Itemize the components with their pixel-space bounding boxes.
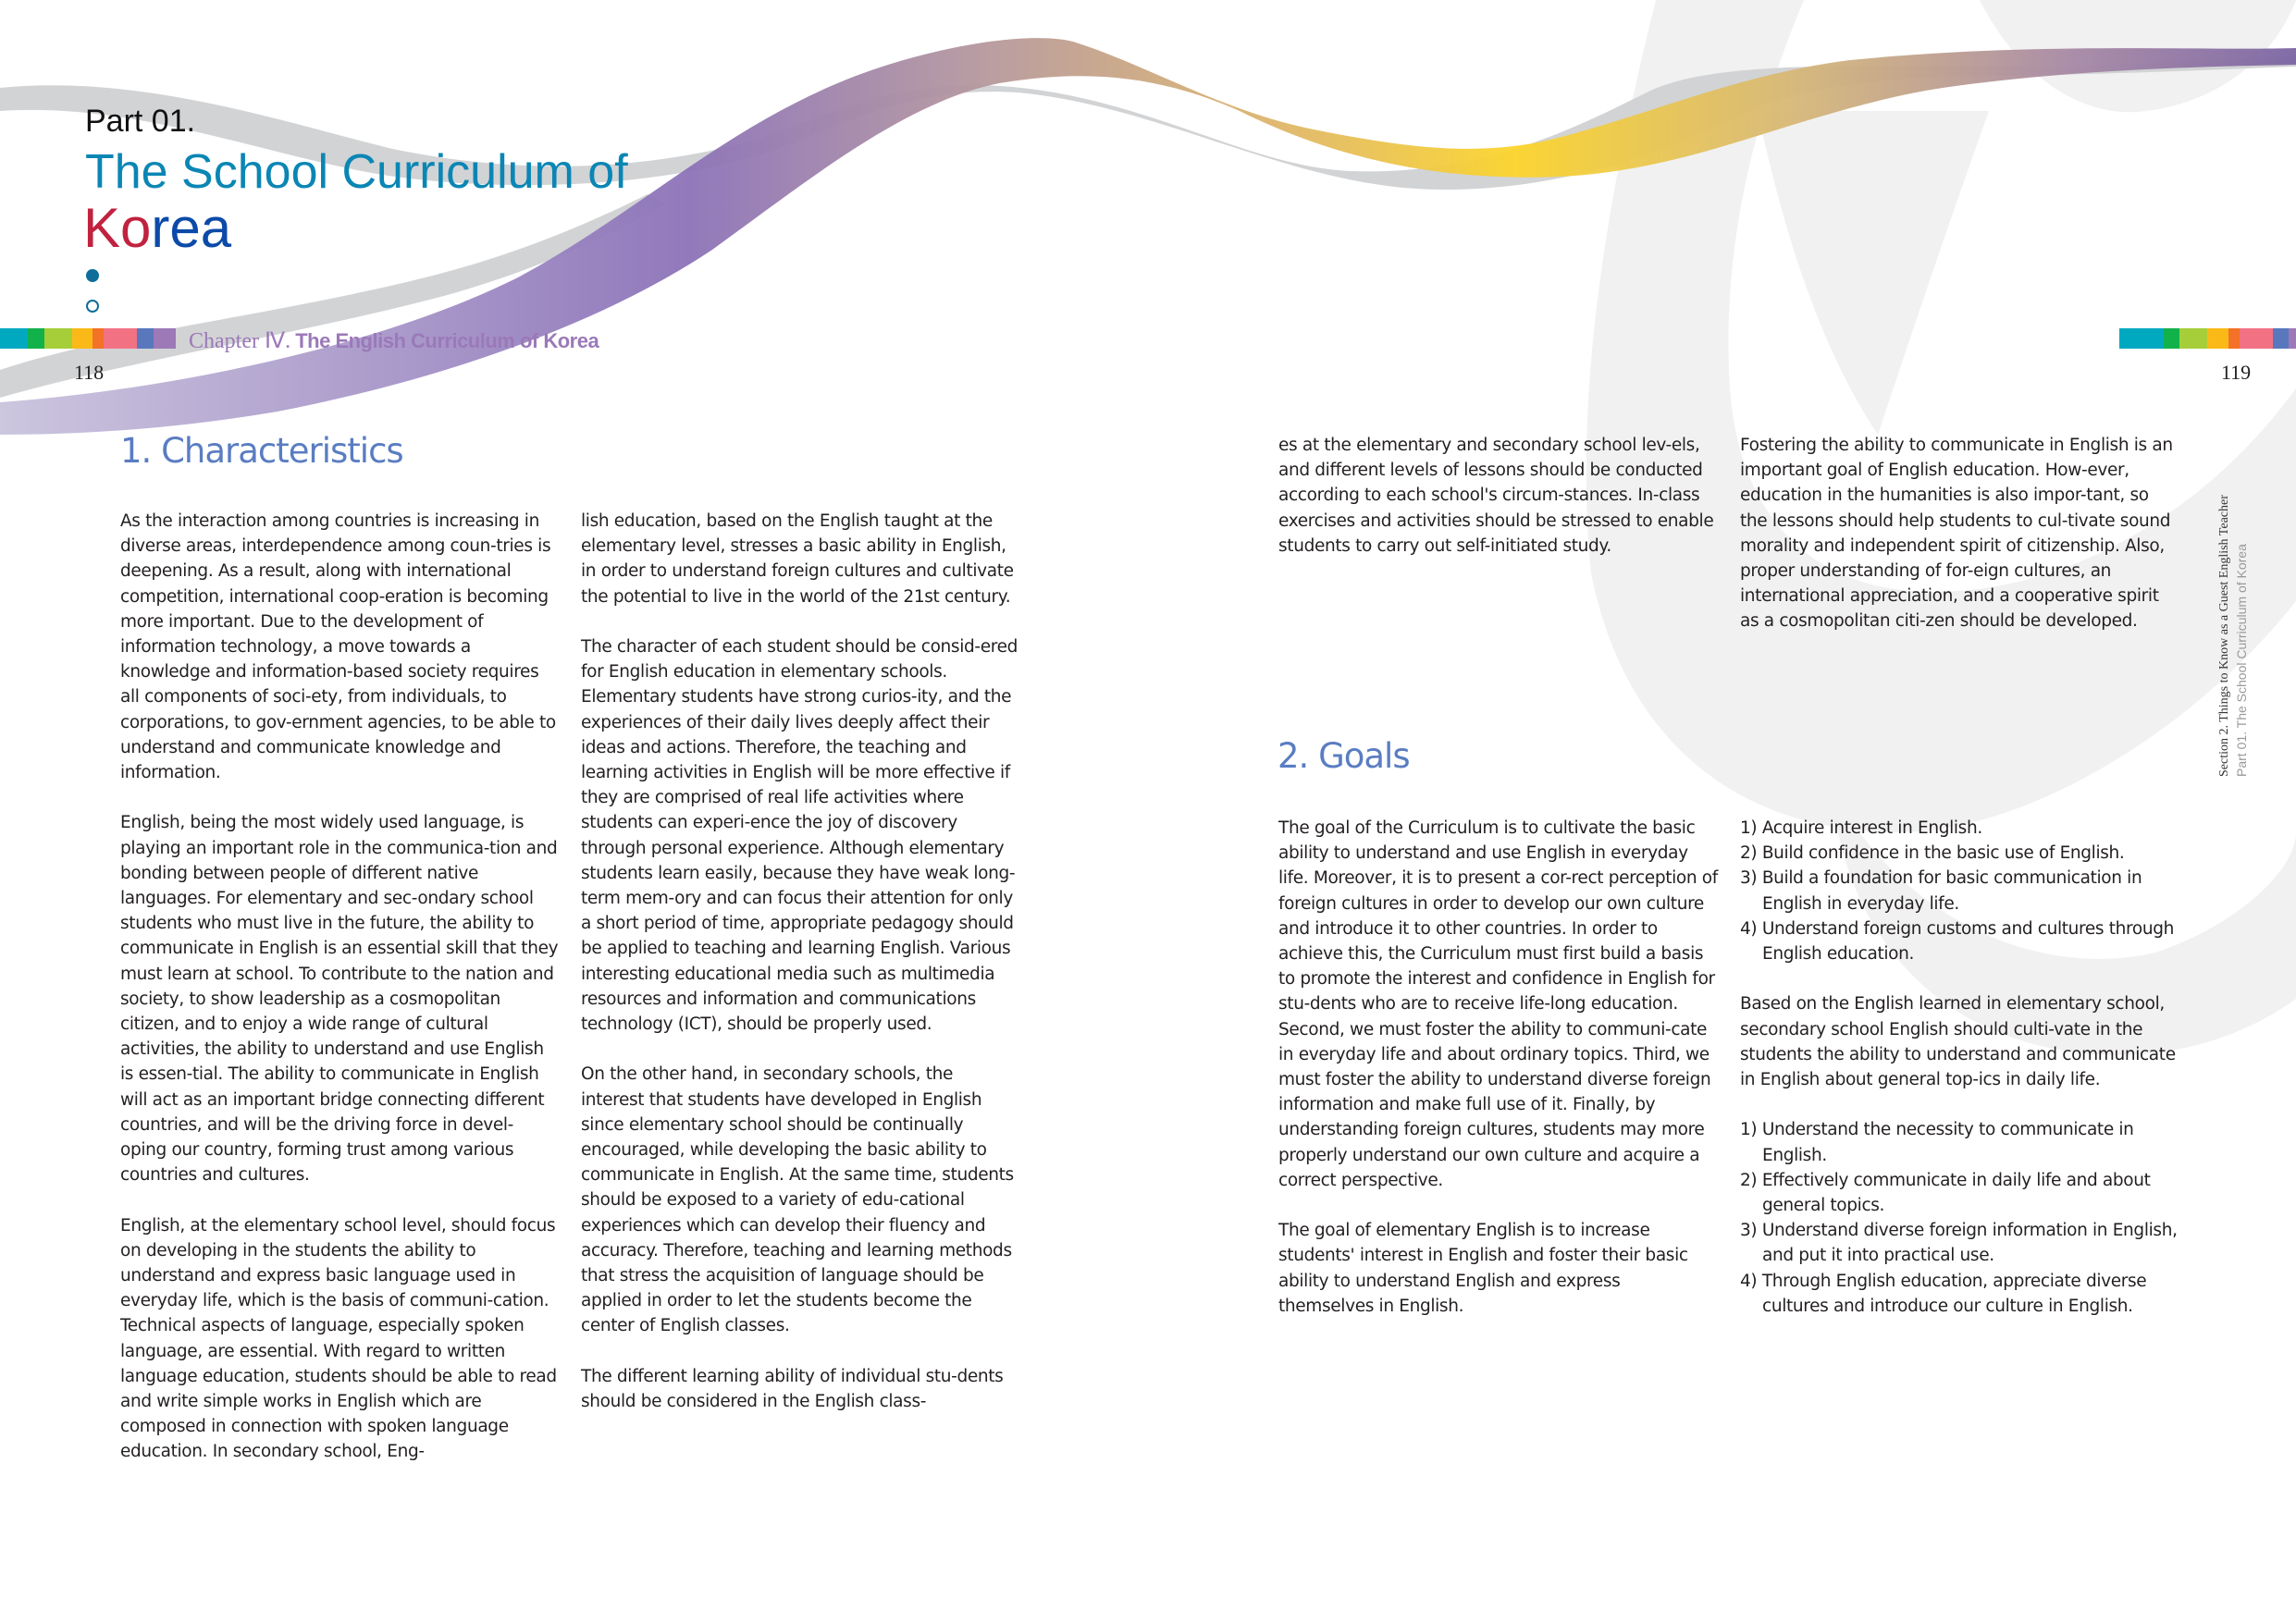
paragraph: es at the elementary and secondary school lev-els, and different levels of lessons should be conducted according to each school's circum-stances. In-class exercises and activities should be stressed to enable students to carry out self-initiated study.	[1278, 436, 1714, 556]
page-number-right: 119	[2221, 361, 2252, 384]
list-item: 1) Acquire interest in English.	[1740, 818, 1982, 838]
paragraph: English, at the elementary school level, should focus on developing in the students the ability to understand and express basic language used in everyday life, which is the basis of communi-cation. Technical aspects of language, especially spoken language, are essential. With regard to written language education, students should be able to read and write simple works in English which are composed in connection with spoken language education. In secondary school, Eng-	[120, 1215, 557, 1462]
color-swatch	[2119, 328, 2164, 349]
color-swatch	[137, 328, 154, 349]
color-swatch	[2207, 328, 2228, 349]
title-korea-red: Ko	[83, 197, 152, 259]
paragraph: The different learning ability of individual stu-dents should be considered in the English class-	[581, 1366, 1004, 1412]
color-swatch	[2228, 328, 2240, 349]
text-column-4-goals	[1740, 816, 2179, 1344]
chapter-number: Chapter Ⅳ.	[189, 329, 291, 353]
page-number-left: 118	[74, 361, 105, 384]
paragraph: The goal of elementary English is to increase students' interest in English and foster their basic ability to understand English and express themselves in English.	[1278, 1221, 1688, 1316]
paragraph: lish education, based on the English taught at the elementary level, stresses a basic ability in English, in order to understand foreign cultures and cultivate the potential to live in the world of the 21st century.	[581, 511, 1014, 607]
list-item: 1) Understand the necessity to communicate in English.	[1740, 1120, 2134, 1165]
color-swatch	[2240, 328, 2273, 349]
text-column-4-top	[1740, 433, 2179, 659]
list-item: 4) Through English education, appreciate diverse cultures and introduce our culture in English.	[1740, 1271, 2147, 1316]
bullet-dot-open-icon	[86, 300, 99, 313]
secondary-goals-list	[1740, 1117, 2179, 1319]
paragraph: The goal of the Curriculum is to cultivate the basic ability to understand and use English in everyday life. Moreover, it is to present a cor-rect perception of foreign cultures in order to develop our own culture and introduce it to other countries. In order to achieve this, the Curriculum must first build a basis to promote the interest and confidence in English for stu-dents who are to receive life-long education. Second, we must foster the ability to communi-cate in everyday life and about ordinary topics. Third, we must foster the ability to understand diverse foreign information and make full use of it. Finally, by understanding foreign cultures, students may more properly understand our own culture and acquire a correct perspective.	[1278, 818, 1718, 1190]
title-korea-blue: rea	[151, 197, 232, 259]
colored-ribbon	[0, 38, 2296, 435]
color-swatch	[2273, 328, 2289, 349]
color-swatch	[104, 328, 137, 349]
text-column-1	[120, 509, 560, 1490]
section-heading-goals: 2. Goals	[1278, 736, 1410, 776]
list-item: 2) Build confidence in the basic use of English.	[1740, 843, 2125, 864]
color-swatch	[72, 328, 93, 349]
elementary-goals-list	[1740, 816, 2179, 966]
color-bar-right	[2119, 328, 2296, 349]
paragraph: On the other hand, in secondary schools, the interest that students have developed in English since elementary school should be continually encouraged, while developing the basic ability to communicate in English. At the same time, students should be exposed to a variety of edu-cational experiences which can develop their fluency and accuracy. Therefore, teaching and learning methods that stress the acquisition of language should be applied in order to let the students become the center of English classes.	[581, 1064, 1014, 1336]
list-item: 2) Effectively communicate in daily life and about general topics.	[1740, 1170, 2151, 1216]
color-swatch	[28, 328, 44, 349]
list-item: 3) Understand diverse foreign information in English, and put it into practical use.	[1740, 1221, 2178, 1266]
running-header-section: Section 2. Things to Know as a Guest English Teacher	[2217, 495, 2231, 777]
paragraph: English, being the most widely used language, is playing an important role in the communica-tion and bonding between people of different native languages. For elementary and sec-ondary school students who must live in the future, the ability to communicate in English is an essential skill that they must learn at school. To contribute to the nation and society, to show leadership as a cosmopolitan citizen, and to enjoy a wide range of cultural activities, the ability to understand and use English is essen-tial. The ability to communicate in English will act as an important bridge connecting different countries, and will be the driving force in devel-oping our country, forming trust among various countries and cultures.	[120, 813, 559, 1186]
color-swatch	[44, 328, 72, 349]
color-swatch	[2164, 328, 2179, 349]
part-title: The School Curriculum of	[85, 145, 628, 199]
list-item: 3) Build a foundation for basic communication in English in everyday life.	[1740, 868, 2142, 914]
color-swatch	[0, 328, 28, 349]
color-bar-left	[0, 328, 176, 349]
running-header-vertical	[2216, 407, 2272, 777]
color-swatch	[154, 328, 176, 349]
paragraph: Based on the English learned in elementary school, secondary school English should culti-vate in the students the ability to understand and communicate in English about general top-ics in daily life.	[1740, 994, 2176, 1090]
color-swatch	[2289, 328, 2296, 349]
chapter-title: The English Curriculum of Korea	[295, 329, 599, 352]
section-heading-characteristics: 1. Characteristics	[120, 431, 403, 471]
text-column-2	[581, 509, 1020, 1439]
bullet-dot-filled-icon	[86, 269, 99, 282]
list-item: 4) Understand foreign customs and cultures through English education.	[1740, 918, 2174, 965]
paragraph: Fostering the ability to communicate in English is an important goal of English education. How-ever, education in the humanities is also impor-tant, so the lessons should help students to cul-tivate sound morality and independent spirit of citizenship. Also, proper understanding of for-eign cultures, an international appreciation, and a cooperative spirit as a cosmopolitan citi-zen should be developed.	[1740, 436, 2173, 632]
part-label: Part 01.	[85, 104, 196, 139]
running-header-part: Part 01. The School Curriculum of Korea	[2234, 544, 2249, 777]
part-title-korea	[83, 196, 231, 260]
text-column-3-goals	[1278, 816, 1718, 1344]
color-swatch	[93, 328, 104, 349]
color-swatch	[2179, 328, 2207, 349]
chapter-heading	[189, 327, 599, 354]
text-column-3-top	[1278, 433, 1718, 584]
paragraph: The character of each student should be consid-ered for English education in elementary schools. Elementary students have strong curios-ity, and the experiences of their daily lives deeply affect their ideas and actions. Therefore, the teaching and learning activities in English will be more effective if they are comprised of real life activities where students can experi-ence the joy of discovery through personal experience. Although elementary students learn easily, because they have weak long-term mem-ory and can focus their attention for only a short period of time, appropriate pedagogy should be applied to teaching and learning English. Various interesting educational media such as multimedia resources and information and communications technology (ICT), should be properly used.	[581, 637, 1018, 1035]
paragraph: As the interaction among countries is increasing in diverse areas, interdependence among coun-tries is deepening. As a result, along with international competition, international coop-eration is becoming more important. Due to the development of information technology, a move towards a knowledge and information-based society requires all components of soci-ety, from individuals, to corporations, to gov-ernment agencies, to be able to understand and communicate knowledge and information.	[120, 511, 556, 783]
